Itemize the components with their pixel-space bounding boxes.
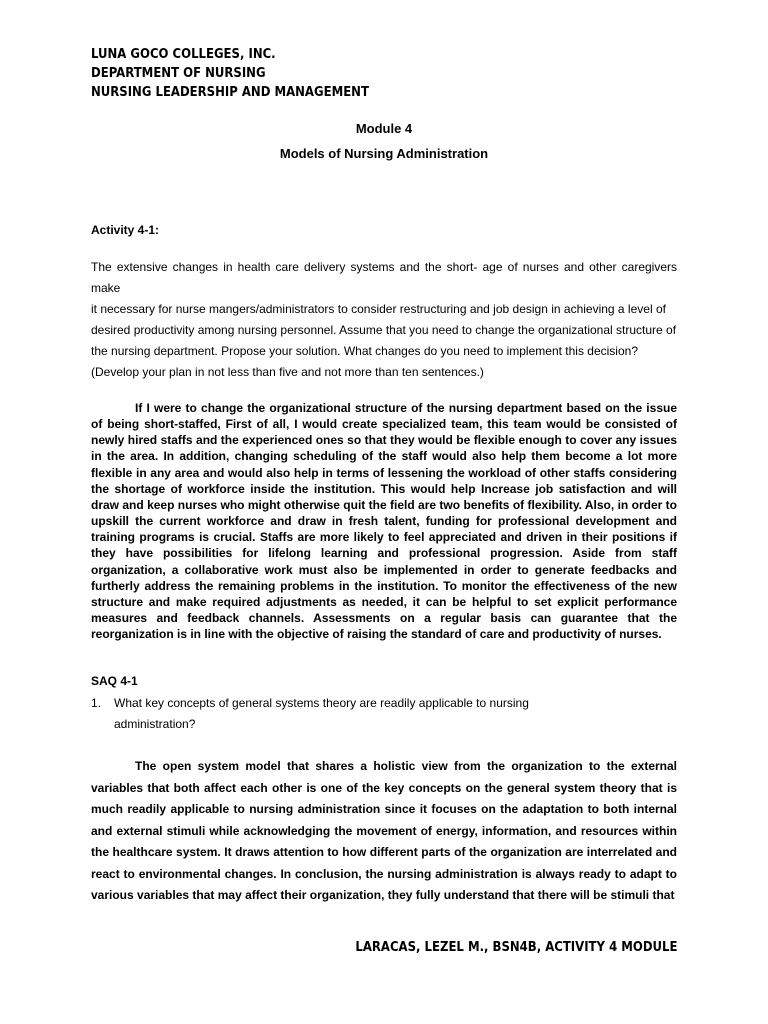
header-course: NURSING LEADERSHIP AND MANAGEMENT bbox=[91, 84, 369, 100]
module-title: Models of Nursing Administration bbox=[279, 146, 489, 161]
saq-question bbox=[91, 693, 591, 735]
saq-answer-text: The open system model that shares a holistic view from the organization to the external variables that both affect each other is one of the key concepts on the general system theory that is much readily applicable to nursing administration since it focuses on the adaptation to both internal and external stimuli while acknowledging the movement of energy, information, and resources within the healthcare system. It draws attention to how different parts of the organization are interrelated and react to environmental changes. In conclusion, the nursing administration is always ready to adapt to various variables that may affect their organization, they fully understand that there will be stimuli that bbox=[91, 759, 677, 902]
activity-label: Activity 4-1: bbox=[91, 223, 160, 237]
document-header bbox=[91, 45, 691, 102]
activity-question bbox=[91, 257, 677, 383]
saq-question-text: What key concepts of general systems theory are readily applicable to nursing bbox=[114, 696, 529, 710]
saq-question-continuation: administration? bbox=[114, 717, 196, 731]
question-line: the nursing department. Propose your solution. What changes do you need to implement this decision? bbox=[91, 344, 638, 358]
activity-answer bbox=[91, 400, 677, 642]
module-number: Module 4 bbox=[355, 121, 413, 136]
saq-label: SAQ 4-1 bbox=[91, 674, 138, 688]
header-department: DEPARTMENT OF NURSING bbox=[91, 65, 266, 81]
question-line: desired productivity among nursing personnel. Assume that you need to change the organizational structure of bbox=[91, 323, 677, 337]
activity-answer-text: If I were to change the organizational structure of the nursing department based on the issue of being short-staffed, First of all, I would create specialized team, this team would be consisted of newly hired staffs and the experienced ones so that they would be flexible enough to cover any issues in the area. In addition, changing scheduling of the staff would also help them become a lot more flexible in any area and would also help in terms of lessening the workload of other staffs considering the shortage of workforce inside the institution. This would help Increase job satisfaction and will draw and keep nurses who might otherwise quit the field are two benefits of flexibility. Also, in order to upskill the current workforce and draw in fresh talent, funding for professional development and training programs is crucial. Staffs are more likely to feel appreciated and driven in their positions if they have possibilities for lifelong learning and professional progression. Aside from staff organization, a collaborative work must also be implemented in order to generate feedbacks and furtherly address the remaining problems in the institution. To monitor the effectiveness of the new structure and make required adjustments as needed, it can be helpful to set explicit performance measures and feedback channels. Assessments on a regular basis can guarantee that the reorganization is in line with the objective of raising the standard of care and productivity of nurses. bbox=[91, 401, 677, 642]
document-footer: LARACAS, LEZEL M., BSN4B, ACTIVITY 4 MODULE bbox=[354, 939, 677, 955]
header-institution: LUNA GOCO COLLEGES, INC. bbox=[91, 46, 276, 62]
saq-answer bbox=[91, 756, 677, 907]
saq-question-number: 1. bbox=[91, 696, 102, 710]
question-line: (Develop your plan in not less than five and not more than ten sentences.) bbox=[91, 365, 484, 379]
question-line: it necessary for nurse mangers/administrators to consider restructuring and job design in achieving a level of bbox=[91, 302, 666, 316]
question-line: The extensive changes in health care delivery systems and the short- age of nurses and other caregivers make bbox=[91, 260, 677, 295]
